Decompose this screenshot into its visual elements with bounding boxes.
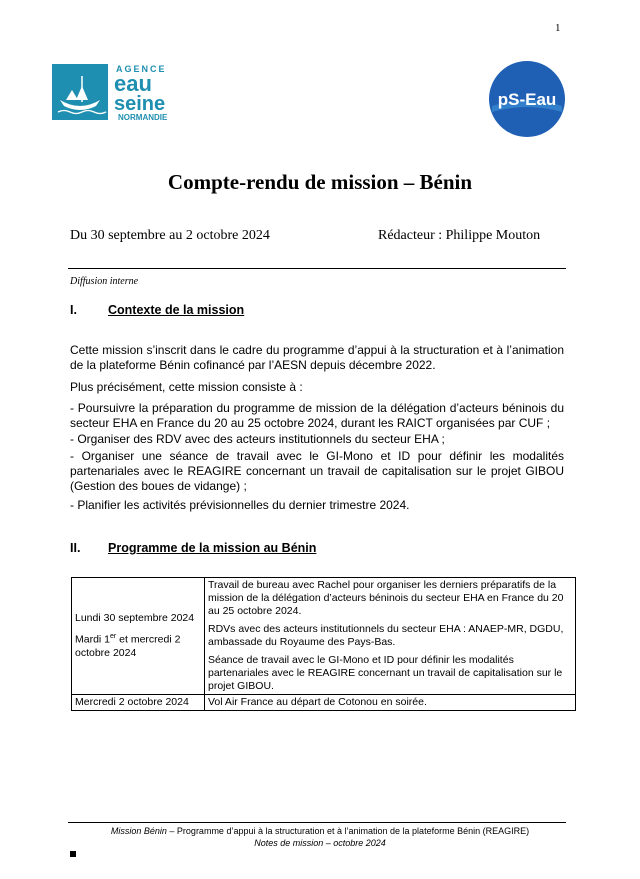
objective-item: - Organiser des RDV avec des acteurs institutionnels du secteur EHA ; [70, 432, 445, 446]
objective-item: - Poursuivre la préparation du programme de mission de la délégation d’acteurs béninois du secteur EHA en France du 20 au 25 octobre 2024, durant les RAICT organisées par CUF ; [70, 401, 564, 430]
context-intro-paragraph: Cette mission s’inscrit dans le cadre du programme d’appui à la structuration et à l’animation de la plateforme Bénin cofinancé par l’AESN depuis décembre 2022. [70, 343, 564, 372]
activity-cell [205, 578, 576, 695]
ps-eau-logo [488, 60, 566, 138]
section-number: I. [70, 303, 77, 317]
page-number: 1 [555, 22, 561, 34]
activity-text: Travail de bureau avec Rachel pour organiser les derniers préparatifs de la mission de la délégation d’acteurs béninois du secteur EHA en France du 20 au 25 octobre 2024. [208, 579, 564, 617]
header-divider [68, 268, 566, 269]
table-row [72, 578, 576, 695]
document-title: Compte-rendu de mission – Bénin [167, 170, 473, 194]
date-cell: Mercredi 2 octobre 2024 [72, 695, 205, 711]
mission-dates: Du 30 septembre au 2 octobre 2024 [70, 228, 270, 243]
objective-item: - Organiser une séance de travail avec le GI-Mono et ID pour définir les modalités partenariales avec le REAGIRE concernant un travail de capitalisation sur le projet GIBOU (Gestion des boues de vidange) ; [70, 449, 564, 493]
svg-text:eau: eau [114, 71, 152, 96]
section-heading-programme [70, 541, 470, 559]
svg-text:NORMANDIE: NORMANDIE [118, 113, 168, 122]
activity-text: RDVs avec des acteurs institutionnels du secteur EHA : ANAEP-MR, DGDU, ambassade du Royaume des Pays-Bas. [208, 623, 564, 648]
activity-cell: Vol Air France au départ de Cotonou en soirée. [205, 695, 576, 711]
section-title: Contexte de la mission [108, 303, 245, 317]
objective-item: - Planifier les activités prévisionnelles du dernier trimestre 2024. [70, 498, 410, 512]
footer-divider [68, 822, 566, 823]
activity-text: Séance de travail avec le GI-Mono et ID pour définir les modalités partenariales avec le REAGIRE concernant un travail de capitalisation sur le projet GIBOU. [208, 654, 563, 692]
date-cell [72, 578, 205, 695]
agence-eau-seine-normandie-logo [52, 62, 182, 124]
section-title: Programme de la mission au Bénin [108, 541, 317, 555]
date-text: Lundi 30 septembre 2024 [75, 612, 195, 625]
svg-text:pS-Eau: pS-Eau [497, 90, 557, 109]
footer-marker-icon [70, 851, 76, 857]
table-row [72, 695, 576, 711]
svg-text:AGENCE: AGENCE [116, 64, 167, 74]
section-number: II. [70, 541, 81, 555]
section-heading-context [70, 303, 470, 321]
programme-table [71, 577, 576, 711]
author: Rédacteur : Philippe Mouton [378, 228, 541, 243]
diffusion-label: Diffusion interne [70, 276, 139, 287]
date-text: Mardi 1er et mercredi 2 octobre 2024 [75, 633, 181, 659]
context-lead-in: Plus précisément, cette mission consiste à : [70, 380, 303, 394]
footer-programme-line: Mission Bénin – Programme d’appui à la structuration et à l’animation de la plateforme Bénin (REAGIRE) [110, 826, 530, 836]
footer-notes-line: Notes de mission – octobre 2024 [254, 838, 386, 848]
svg-text:seine: seine [114, 93, 166, 115]
